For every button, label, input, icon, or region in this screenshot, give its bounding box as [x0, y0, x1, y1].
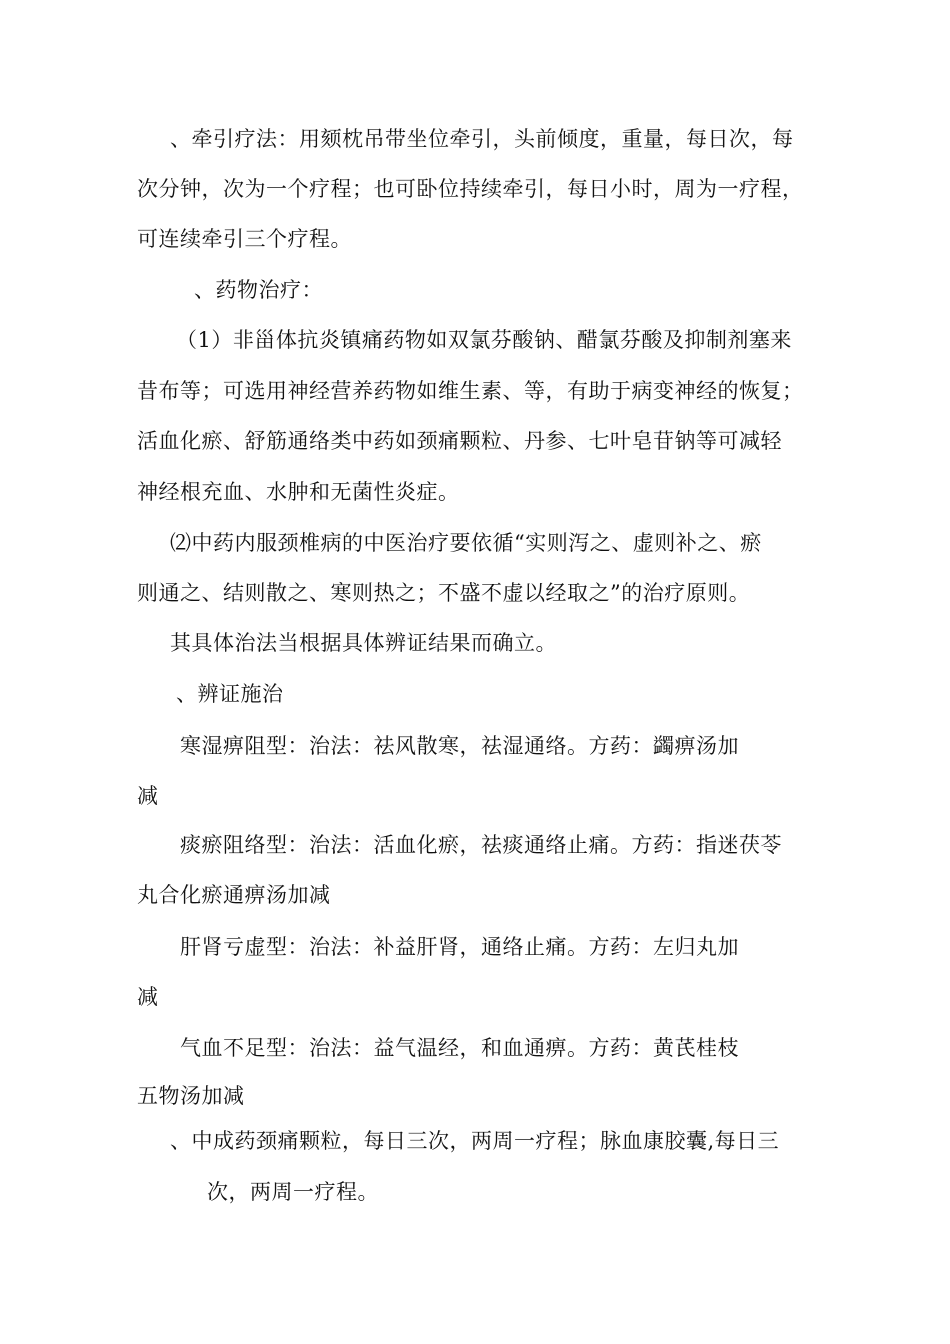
text-line: 神经根充血、水肿和无菌性炎症。 — [137, 480, 460, 504]
text-line: 痰瘀阻络型：治法：活血化瘀，祛痰通络止痛。方药：指迷茯苓 — [180, 833, 782, 857]
text-line: （1）非甾体抗炎镇痛药物如双氯芬酸钠、醋氯芬酸及抑制剂塞来 — [176, 328, 792, 352]
text-line: 、牵引疗法：用颏枕吊带坐位牵引，头前倾度，重量，每日次，每 — [170, 127, 794, 151]
text-line: 五物汤加减 — [137, 1084, 245, 1108]
text-line: 昔布等；可选用神经营养药物如维生素、等，有助于病变神经的恢复； — [137, 379, 804, 403]
text-line: 可连续牵引三个疗程。 — [137, 227, 352, 251]
text-line: 肝肾亏虚型：治法：补益肝肾，通络止痛。方药：左归丸加 — [180, 935, 739, 959]
section-heading: 、辨证施治 — [176, 682, 284, 706]
text-line: 、中成药颈痛颗粒，每日三次，两周一疗程；脉血康胶囊,每日三 — [170, 1129, 780, 1153]
text-line: ⑵中药内服颈椎病的中医治疗要依循“实则泻之、虚则补之、瘀 — [170, 531, 762, 555]
text-line: 丸合化瘀通痹汤加减 — [137, 883, 331, 907]
text-line: 次，两周一疗程。 — [207, 1180, 379, 1204]
text-line: 寒湿痹阻型：治法：祛风散寒，祛湿通络。方药：蠲痹汤加 — [180, 734, 739, 758]
text-line: 减 — [137, 784, 159, 808]
text-line: 则通之、结则散之、寒则热之；不盛不虚以经取之”的治疗原则。 — [137, 581, 751, 605]
text-line: 减 — [137, 985, 159, 1009]
text-line: 次分钟，次为一个疗程；也可卧位持续牵引，每日小时，周为一疗程， — [137, 177, 804, 201]
text-line: 活血化瘀、舒筋通络类中药如颈痛颗粒、丹参、七叶皂苷钠等可减轻 — [137, 429, 782, 453]
section-heading: 、药物治疗： — [194, 278, 323, 302]
text-line: 其具体治法当根据具体辨证结果而确立。 — [170, 631, 557, 655]
text-line: 气血不足型：治法：益气温经，和血通痹。方药：黄芪桂枝 — [180, 1036, 739, 1060]
